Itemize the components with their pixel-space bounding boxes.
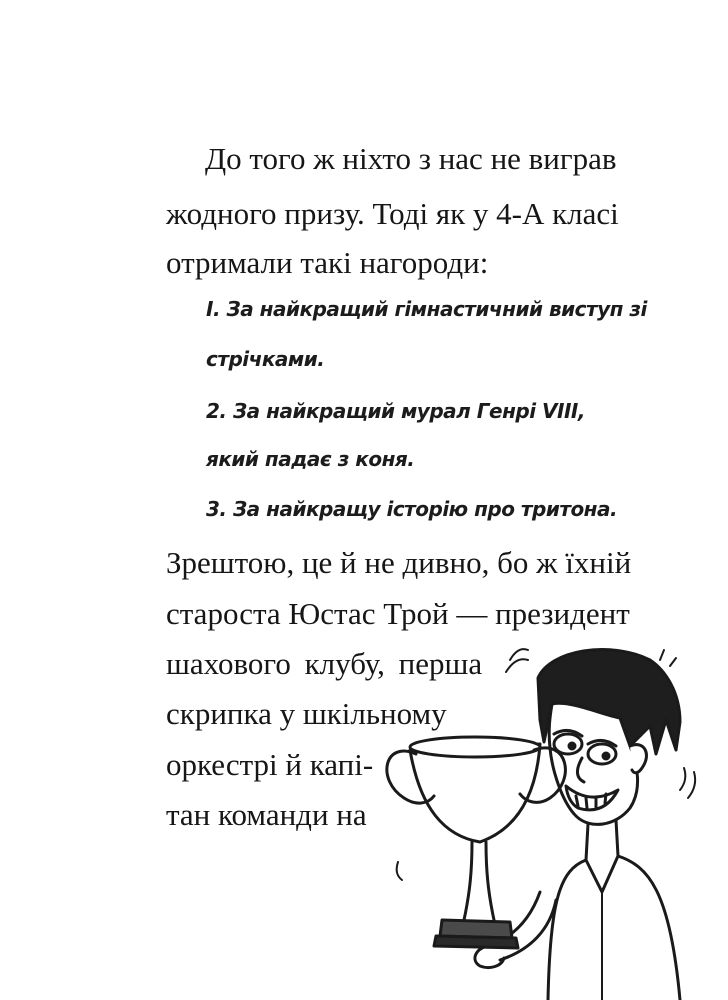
award-line: І. За найкращий гімнастичний виступ зі — [206, 297, 647, 321]
award-line: 2. За найкращий мурал Генрі VIII, — [206, 399, 585, 423]
paragraph-line: До того ж ніхто з нас не виграв — [205, 141, 617, 176]
boy-with-trophy-illustration — [380, 630, 728, 1000]
paragraph-line: Зрештою, це й не дивно, бо ж їхній — [166, 545, 632, 580]
paragraph-line: тан команди на — [166, 797, 367, 832]
paragraph-line: староста Юстас Трой — президент — [166, 596, 630, 631]
paragraph-line: жодного призу. Тоді як у 4-А класі — [166, 196, 619, 231]
paragraph-line: отримали такі нагороди: — [166, 245, 489, 280]
award-line: який падає з коня. — [206, 447, 415, 471]
award-line: 3. За найкращу історію про тритона. — [206, 497, 618, 521]
paragraph-line: скрипка у шкільному — [166, 696, 447, 731]
paragraph-line: шахового клубу, перша — [166, 646, 483, 681]
paragraph-line: оркестрі й капі- — [166, 747, 374, 782]
award-line: стрічками. — [206, 347, 325, 371]
